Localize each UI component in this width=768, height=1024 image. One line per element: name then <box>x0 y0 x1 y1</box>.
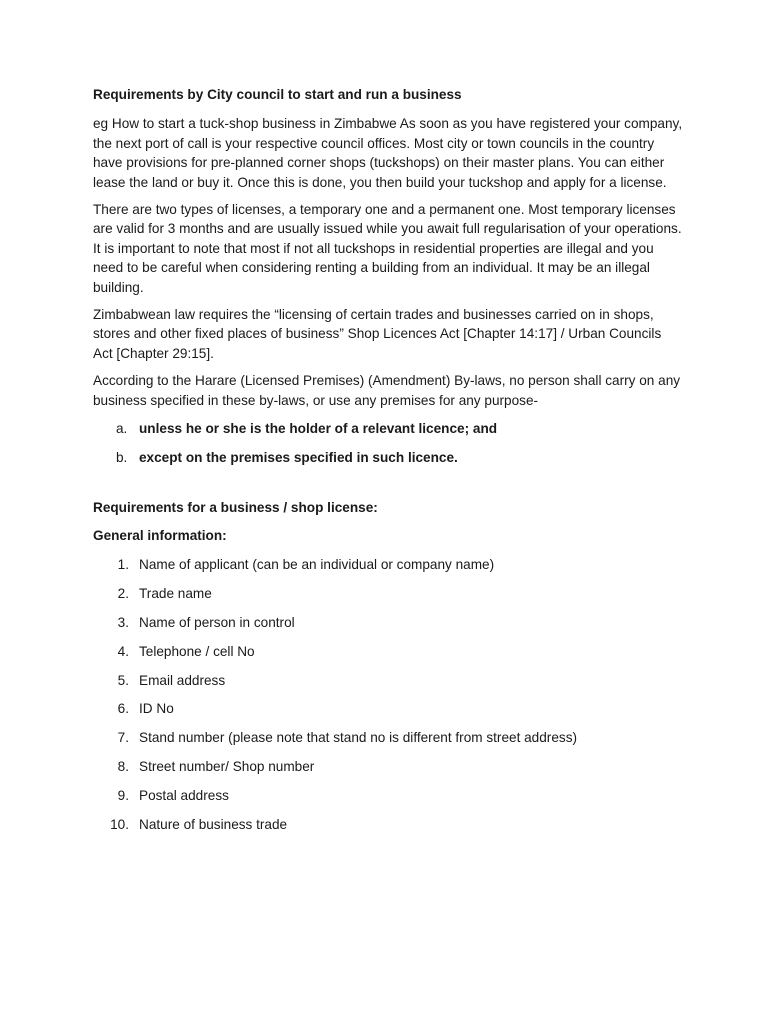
document-title: Requirements by City council to start and run a business <box>93 87 462 102</box>
list-marker: 3. <box>117 615 129 630</box>
general-information-list <box>93 555 683 833</box>
list-item <box>93 671 683 690</box>
list-marker: 7. <box>117 730 129 746</box>
list-marker: 5. <box>117 672 129 688</box>
list-item <box>93 757 683 776</box>
license-requirements-heading: Requirements for a business / shop license: <box>93 499 378 515</box>
list-marker: 10. <box>110 816 129 832</box>
general-information-heading: General information: <box>93 528 227 543</box>
list-item <box>93 642 683 661</box>
list-item-text: Trade name <box>139 586 212 602</box>
conditions-list <box>93 419 683 467</box>
list-item-text: Street number/ Shop number <box>139 758 315 774</box>
list-item-text: except on the premises specified in such licence. <box>139 449 458 465</box>
list-item <box>93 448 683 467</box>
list-item-text: Postal address <box>139 787 229 803</box>
list-marker: 6. <box>117 701 129 717</box>
list-item-text: Stand number (please note that stand no is different from street address) <box>139 730 578 746</box>
list-item-text: Nature of business trade <box>139 816 288 832</box>
list-marker: a. <box>116 421 128 437</box>
list-marker: 8. <box>117 758 129 774</box>
paragraph-tuckshop-intro: eg How to start a tuck-shop business in Zimbabwe As soon as you have registered your company, the next port of call is your respective council offices. Most city or town councils in the country have provisions for pre-planned corner shops (tuckshops) on their master plans. You can either lease the land or buy it. Once this is done, you then build your tuckshop and apply for a license. <box>93 116 683 190</box>
list-item <box>93 613 683 632</box>
paragraph-harare-bylaws: According to the Harare (Licensed Premises) (Amendment) By-laws, no person shall carry on any business specified in these by-laws, or use any premises for any purpose- <box>93 373 681 408</box>
list-item <box>93 555 683 574</box>
list-item <box>93 584 683 603</box>
list-marker: b. <box>116 449 128 465</box>
list-marker: 2. <box>117 586 129 602</box>
list-item-text: unless he or she is the holder of a relevant licence; and <box>139 421 498 437</box>
paragraph-license-types: There are two types of licenses, a temporary one and a permanent one. Most temporary licenses are valid for 3 months and are usually issued while you await full regularisation of your operations. It is important to note that most if not all tuckshops in residential properties are illegal and you need to be careful when considering renting a building from an individual. It may be an illegal building. <box>93 202 682 295</box>
list-marker: 1. <box>117 557 129 573</box>
list-item <box>93 728 683 747</box>
list-item <box>93 815 683 834</box>
list-item <box>93 786 683 805</box>
list-item-text: ID No <box>139 701 174 717</box>
list-item-text: Email address <box>139 672 226 688</box>
list-item <box>93 419 683 438</box>
list-item-text: Telephone / cell No <box>139 643 255 659</box>
document-page <box>93 85 683 843</box>
list-marker: 9. <box>117 787 129 803</box>
list-marker: 4. <box>117 643 129 659</box>
list-item-text: Name of person in control <box>139 615 295 630</box>
list-item <box>93 699 683 718</box>
list-item-text: Name of applicant (can be an individual or company name) <box>139 557 495 573</box>
paragraph-zimbabwean-law: Zimbabwean law requires the “licensing of certain trades and businesses carried on in shops, stores and other fixed places of business” Shop Licences Act [Chapter 14:17] / Urban Councils Act [Chapter 29:15]. <box>93 307 662 361</box>
